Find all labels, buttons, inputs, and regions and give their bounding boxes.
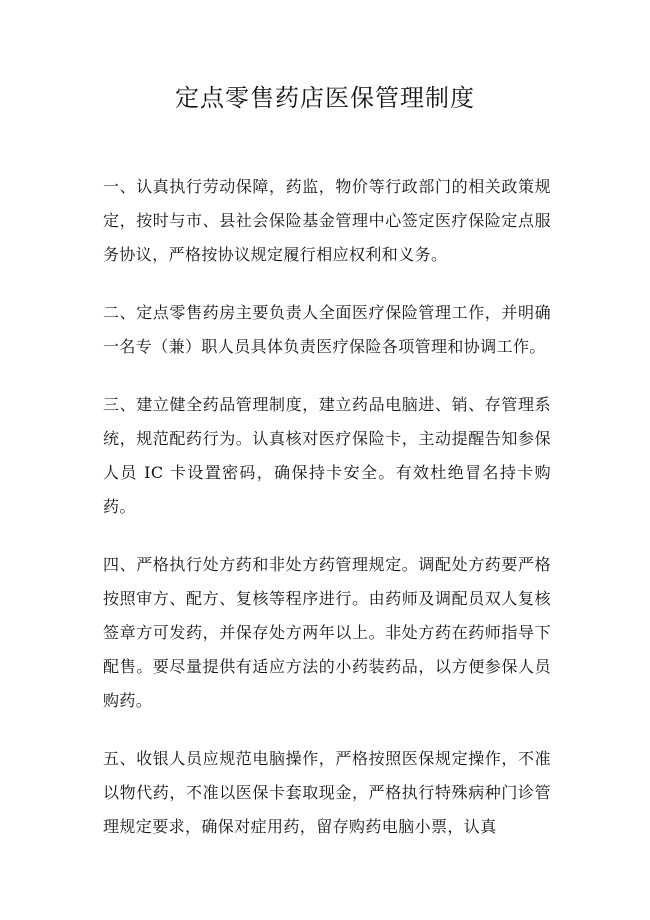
document-title: 定点零售药店医保管理制度 [175, 84, 475, 112]
paragraph-2: 二、定点零售药房主要负责人全面医疗保险管理工作，并明确一名专（兼）职人员具体负责医疗保险各项管理和协调工作。 [103, 303, 551, 356]
document-body [103, 170, 551, 868]
paragraph-1: 一、认真执行劳动保障，药监，物价等行政部门的相关政策规定，按时与市、县社会保险基金管理中心签定医疗保险定点服务协议，严格按协议规定履行相应权利和义务。 [103, 177, 551, 264]
paragraph-4: 四、严格执行处方药和非处方药管理规定。调配处方药要严格按照审方、配方、复核等程序进行。由药师及调配员双人复核签章方可发药，并保存处方两年以上。非处方药在药师指导下配售。要尽量提供有适应方法的小药装药品，以方便参保人员购药。 [103, 555, 551, 710]
paragraph-3: 三、建立健全药品管理制度，建立药品电脑进、销、存管理系统，规范配药行为。认真核对医疗保险卡，主动提醒告知参保人员 IC 卡设置密码，确保持卡安全。有效杜绝冒名持卡购药。 [103, 395, 551, 516]
paragraph-5: 五、收银人员应规范电脑操作，严格按照医保规定操作，不准以物代药，不准以医保卡套取现金，严格执行特殊病种门诊管理规定要求，确保对症用药，留存购药电脑小票，认真 [103, 749, 551, 836]
